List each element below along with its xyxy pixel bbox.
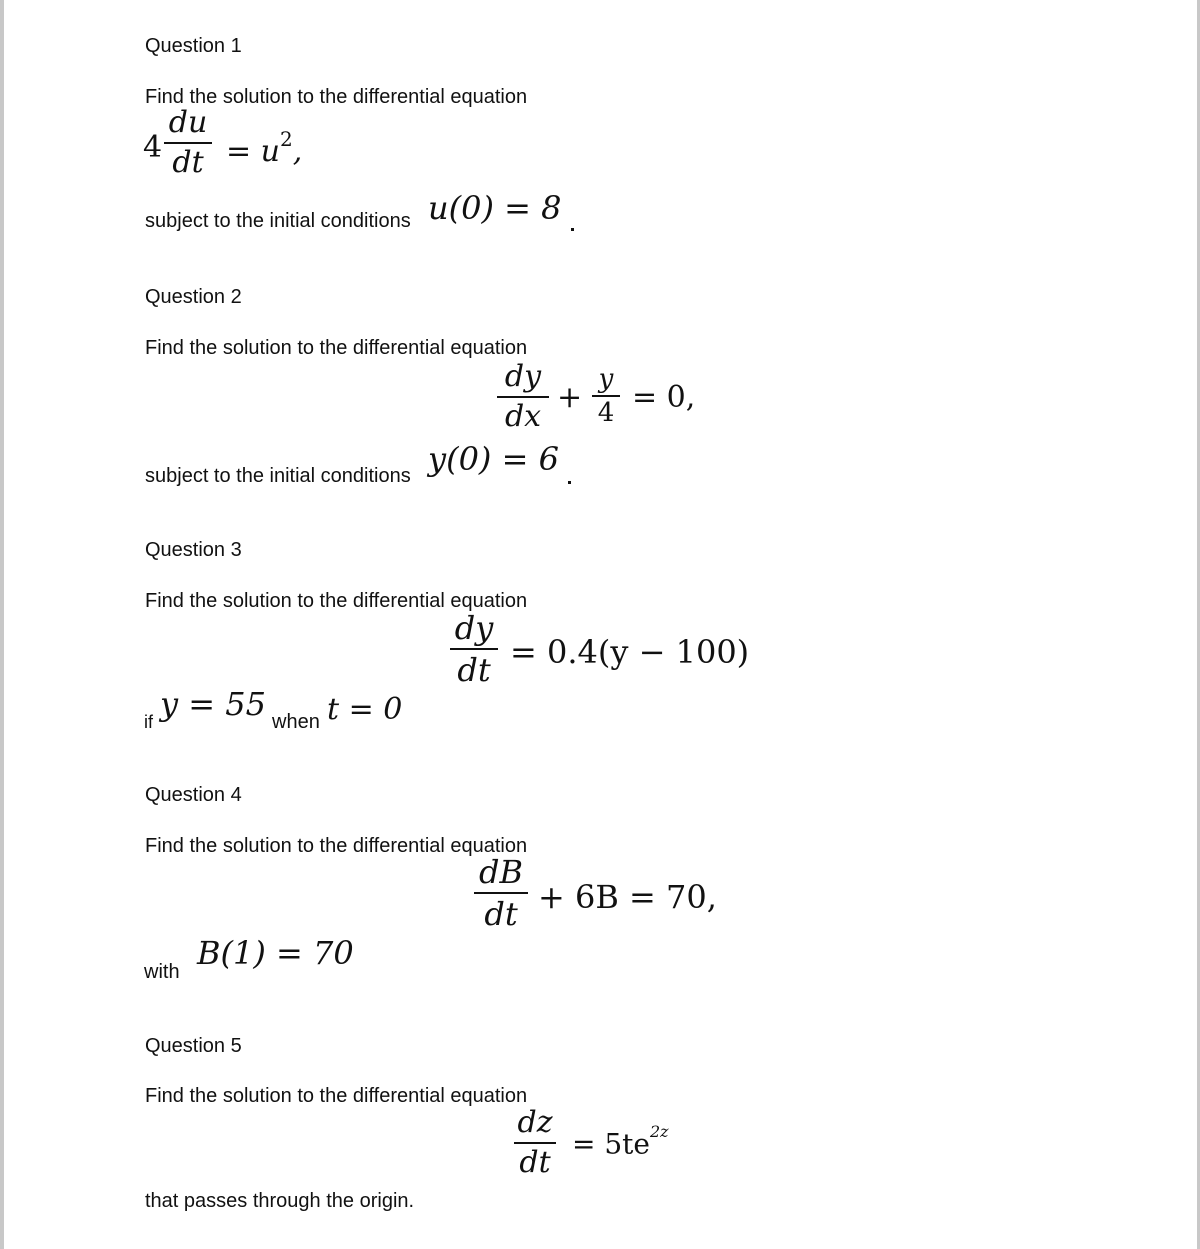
fraction-bar [497,396,549,398]
question-5-footer: that passes through the origin. [145,1190,415,1212]
question-1-title: Question 1 [145,35,242,57]
fraction-bar [164,142,212,144]
question-1-exponent: 2 [280,127,293,151]
page-border-left [0,0,4,1249]
question-2-plus: + [557,380,583,415]
question-1-rhs-text: = u [226,134,280,169]
question-2-denominator: dx [504,399,542,434]
question-3-condition-math-2: t = 0 [327,692,403,727]
question-1-comma: , [292,134,303,169]
fraction-bar [592,395,620,397]
question-1-prompt: Find the solution to the differential equation [145,86,528,108]
question-3-title: Question 3 [145,539,242,561]
question-5-exponent: 2z [650,1122,669,1141]
question-3-denominator: dt [457,651,491,689]
question-4-numerator: dB [479,853,523,891]
question-1-fraction [164,105,212,180]
cursor-mark [571,228,574,231]
question-5-title: Question 5 [145,1035,242,1057]
question-5-prompt: Find the solution to the differential equation [145,1085,528,1107]
question-4-condition-math: B(1) = 70 [197,934,354,972]
question-4-condition-prefix: with [144,961,180,983]
question-4-rhs: + 6B = 70, [538,878,717,916]
question-4-denominator: dt [484,895,518,933]
question-2-rhs: = 0, [632,380,696,415]
question-2-condition-math: y(0) = 6 [428,440,559,478]
question-3-fraction [450,609,498,689]
question-3-condition-math: y = 55 [160,685,266,723]
question-4-fraction [474,853,528,933]
question-5-numerator: dz [517,1105,553,1140]
question-2-denominator-2: 4 [597,398,615,428]
question-3-rhs: = 0.4(y − 100) [510,633,750,671]
question-2-numerator: dy [504,359,542,394]
question-5-rhs [572,1122,669,1161]
cursor-mark [568,481,571,484]
question-1-condition-label: subject to the initial conditions [145,210,411,232]
question-2-prompt: Find the solution to the differential equation [145,337,528,359]
question-1-denominator: dt [172,145,204,180]
question-1-numerator: du [168,105,208,140]
question-5-rhs-text: = 5te [572,1127,650,1161]
question-2-condition-label: subject to the initial conditions [145,465,411,487]
question-3-prompt: Find the solution to the differential equation [145,590,528,612]
question-5-fraction [514,1105,556,1180]
fraction-bar [474,892,528,894]
question-2-fraction [497,359,549,434]
question-3-condition-prefix: if [144,712,153,732]
question-4-prompt: Find the solution to the differential equation [145,835,528,857]
fraction-bar [450,648,498,650]
question-2-numerator-2: y [598,364,614,394]
question-2-title: Question 2 [145,286,242,308]
fraction-bar [514,1142,556,1144]
question-2-fraction-2 [592,366,620,426]
question-4-title: Question 4 [145,784,242,806]
question-1-rhs [226,127,303,169]
question-5-denominator: dt [519,1145,551,1180]
question-1-condition-math: u(0) = 8 [428,189,562,227]
question-3-condition-mid: when [272,711,320,733]
question-1-coefficient: 4 [143,130,163,165]
question-3-numerator: dy [454,609,494,647]
